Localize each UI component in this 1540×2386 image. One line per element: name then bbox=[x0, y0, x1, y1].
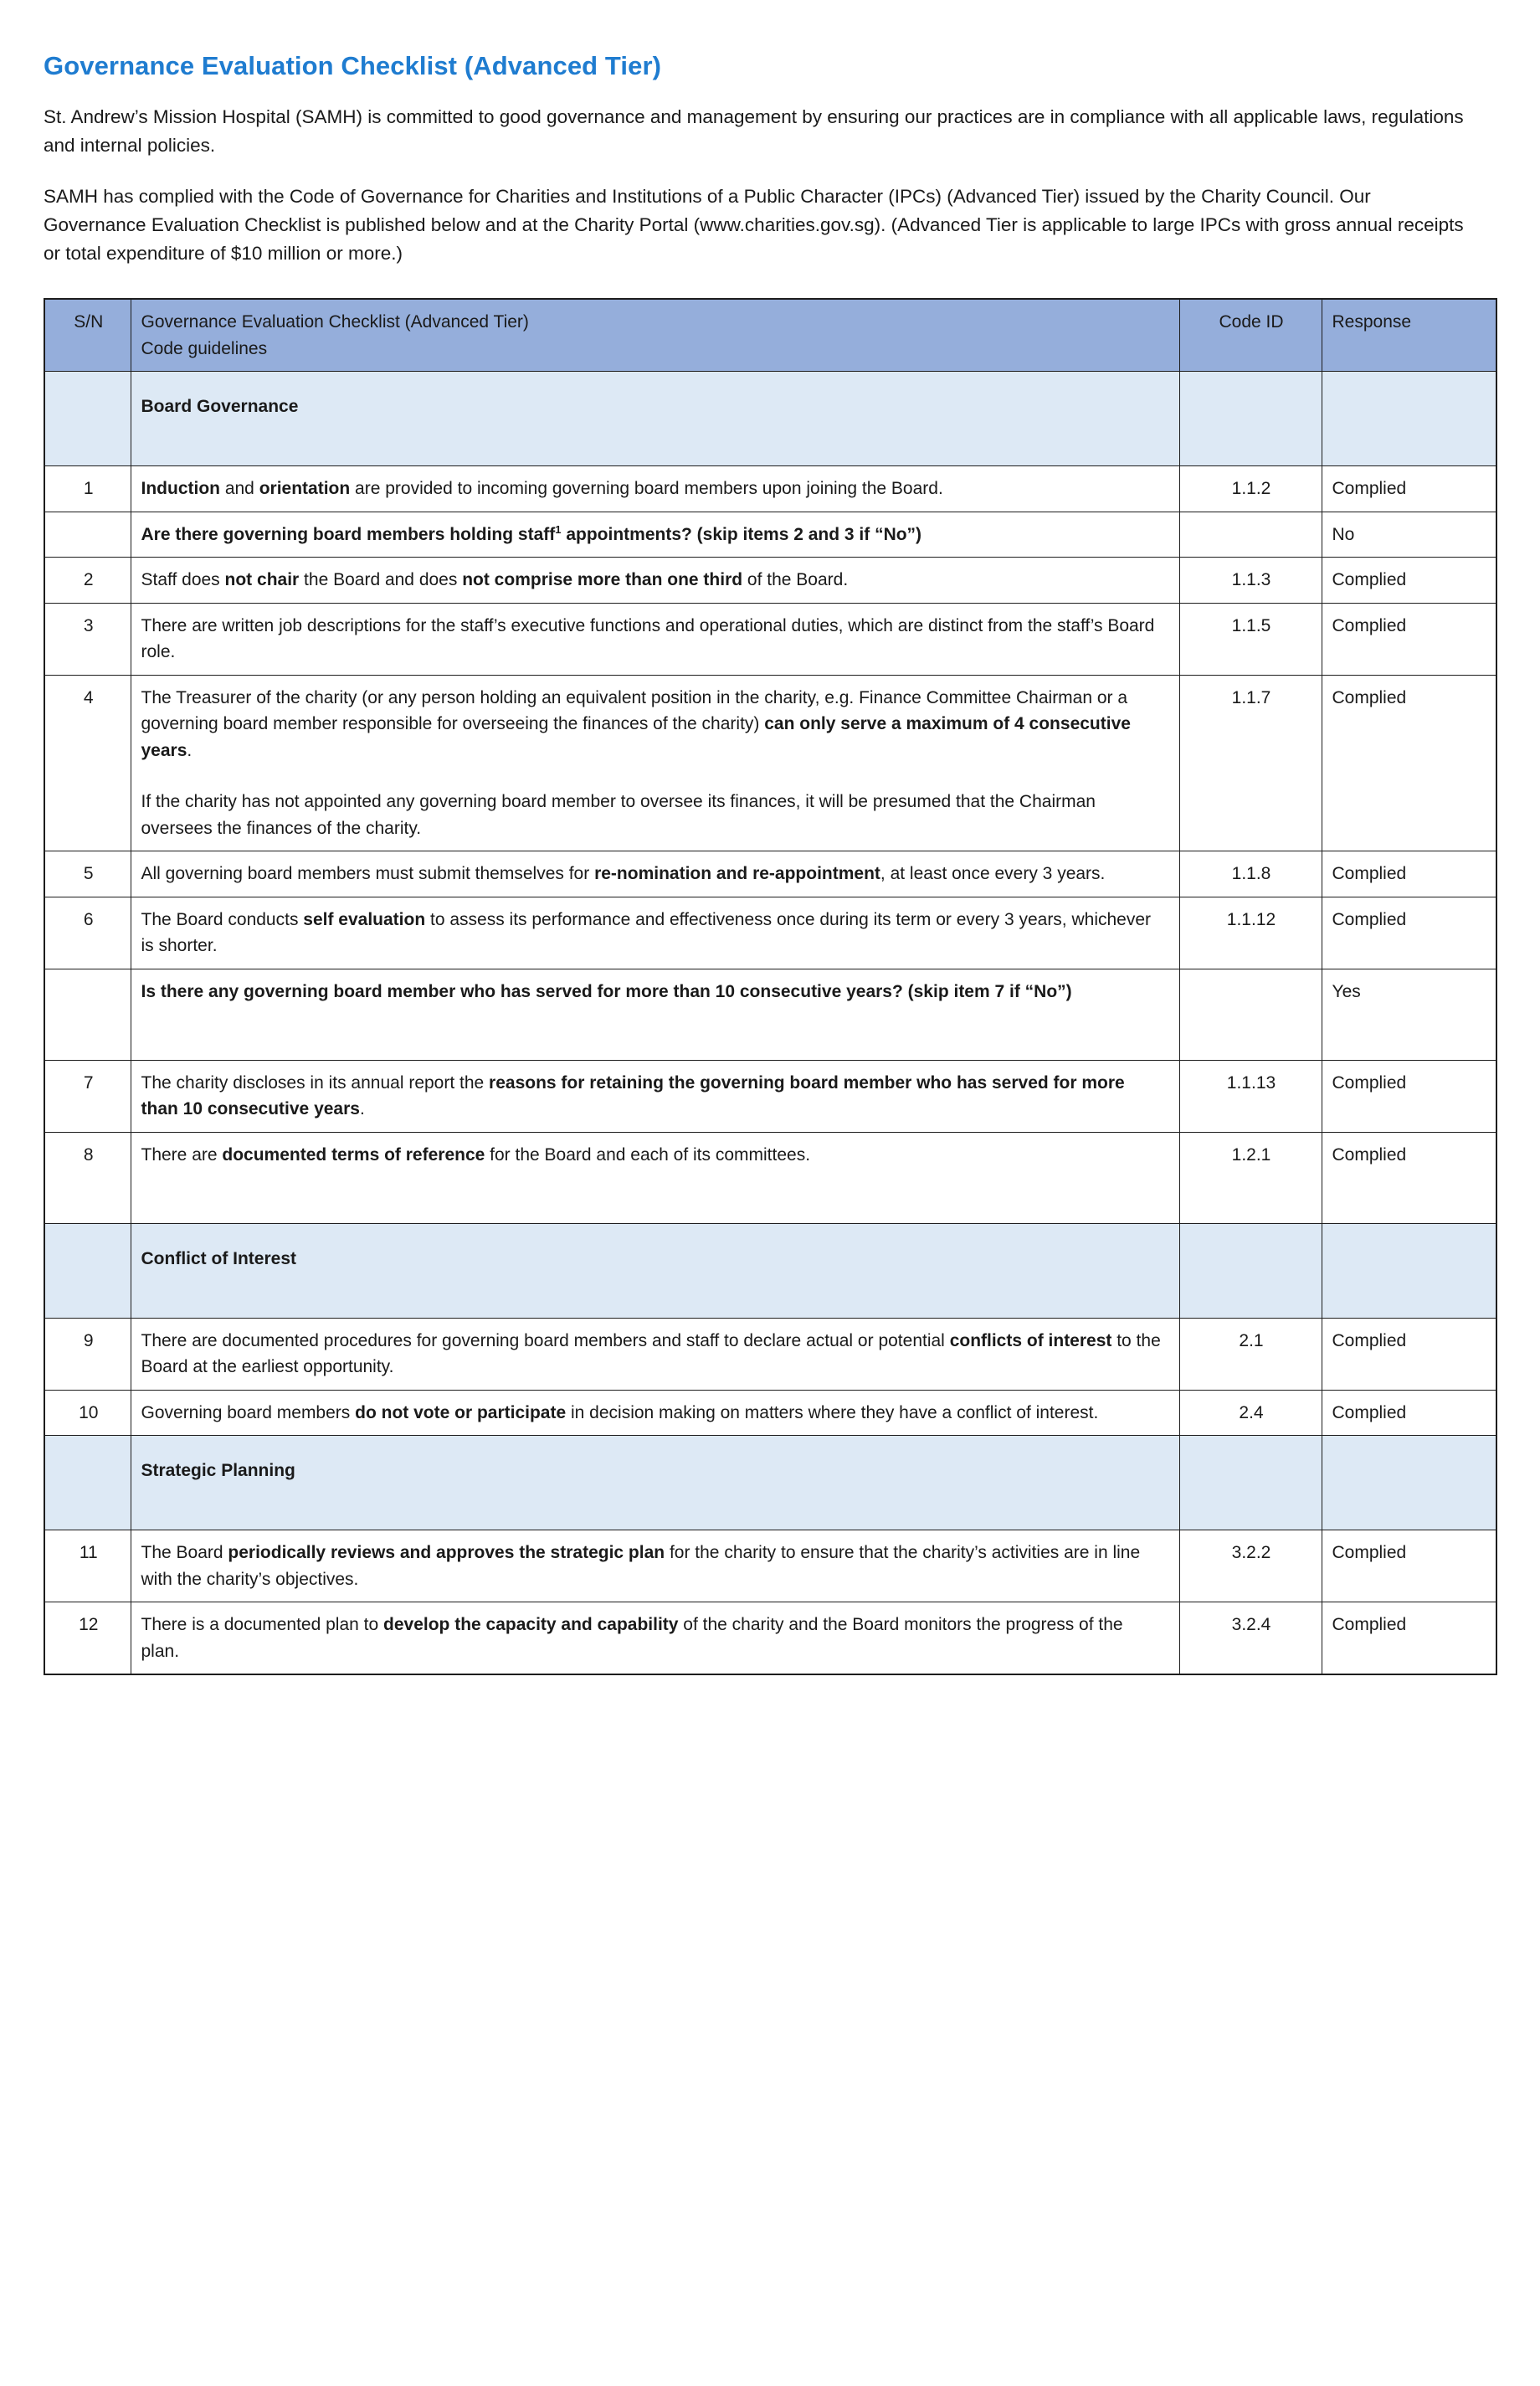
intro-paragraph-1: St. Andrew’s Mission Hospital (SAMH) is committed to good governance and management by ensuring our practices are in compliance with all applicable laws, regulations and internal policies. bbox=[44, 106, 1464, 157]
footnote-marker: 1 bbox=[555, 522, 562, 536]
bold-fragment: documented terms of reference bbox=[222, 1144, 485, 1165]
row-code-id bbox=[1179, 969, 1322, 1060]
row-sn: 7 bbox=[44, 1060, 131, 1132]
row-response: Complied bbox=[1322, 675, 1496, 851]
column-header-checklist bbox=[131, 299, 1179, 372]
table-row bbox=[44, 1318, 1496, 1390]
section-response-blank bbox=[1322, 1436, 1496, 1530]
row-sn: 5 bbox=[44, 851, 131, 897]
text-fragment: . bbox=[187, 740, 192, 760]
row-guideline-text bbox=[131, 675, 1179, 851]
bold-fragment: not comprise more than one third bbox=[462, 570, 743, 590]
intro-block bbox=[44, 103, 1496, 268]
text-fragment: , at least once every 3 years. bbox=[880, 864, 1106, 884]
bold-fragment: self evaluation bbox=[303, 909, 426, 929]
table-row bbox=[44, 603, 1496, 675]
row-code-id: 1.1.7 bbox=[1179, 675, 1322, 851]
row-guideline-text bbox=[131, 1132, 1179, 1223]
row-sn bbox=[44, 512, 131, 558]
text-fragment: to assess its performance and effectiveness once during its term or every 3 years, whichever is shorter. bbox=[141, 909, 1152, 956]
row-guideline-text bbox=[131, 851, 1179, 897]
row-guideline-text bbox=[131, 603, 1179, 675]
row-sn: 3 bbox=[44, 603, 131, 675]
column-header-sn: S/N bbox=[44, 299, 131, 372]
bold-fragment: do not vote or participate bbox=[355, 1402, 567, 1422]
row-guideline-text bbox=[131, 1060, 1179, 1132]
text-fragment: Staff does bbox=[141, 570, 225, 590]
bold-fragment: re-nomination and re-appointment bbox=[594, 864, 880, 884]
section-code-blank bbox=[1179, 1223, 1322, 1318]
text-fragment: There is a documented plan to bbox=[141, 1615, 384, 1635]
bold-fragment: Induction bbox=[141, 479, 220, 499]
row-guideline-text bbox=[131, 1390, 1179, 1436]
text-fragment: The Treasurer of the charity (or any person holding an equivalent position in the charity, e.g. Finance Committee Chairman or a governing board member responsible for overseeing the finances of the charity) bbox=[141, 687, 1128, 734]
bold-fragment: orientation bbox=[259, 479, 351, 499]
table-row bbox=[44, 897, 1496, 969]
intro-paragraph-2: SAMH has complied with the Code of Governance for Charities and Institutions of a Public Character (IPCs) (Advanced Tier) issued by the Charity Council. Our Governance Evaluation Checklist is published below and at the Charity Portal (www.charities.gov.sg). (Advanced Tier is applicable to large IPCs with gross annual receipts or total expenditure of $10 million or more.) bbox=[44, 185, 1464, 264]
text-fragment: . bbox=[359, 1099, 365, 1119]
row-sn: 10 bbox=[44, 1390, 131, 1436]
table-row bbox=[44, 1602, 1496, 1675]
row-code-id: 3.2.4 bbox=[1179, 1602, 1322, 1675]
row-response: Complied bbox=[1322, 558, 1496, 604]
text-fragment: The charity discloses in its annual report the bbox=[141, 1072, 490, 1093]
section-response-blank bbox=[1322, 372, 1496, 466]
bold-fragment: conflicts of interest bbox=[949, 1330, 1112, 1350]
bold-fragment: Are there governing board members holding staff bbox=[141, 524, 556, 544]
row-code-id: 1.1.5 bbox=[1179, 603, 1322, 675]
table-row bbox=[44, 466, 1496, 512]
table-row bbox=[44, 851, 1496, 897]
row-response: Complied bbox=[1322, 603, 1496, 675]
text-fragment: of the charity and the Board monitors the progress of the plan. bbox=[141, 1615, 1123, 1661]
column-header-code-id: Code ID bbox=[1179, 299, 1322, 372]
row-response: Complied bbox=[1322, 466, 1496, 512]
bold-fragment: develop the capacity and capability bbox=[383, 1615, 679, 1635]
section-sn-blank bbox=[44, 1436, 131, 1530]
bold-fragment: Is there any governing board member who has served for more than 10 consecutive years? (skip item 7 if “No”) bbox=[141, 981, 1072, 1001]
row-code-id: 2.1 bbox=[1179, 1318, 1322, 1390]
row-sn: 1 bbox=[44, 466, 131, 512]
text-fragment: to the Board at the earliest opportunity. bbox=[141, 1330, 1161, 1377]
row-sn: 4 bbox=[44, 675, 131, 851]
row-guideline-text bbox=[131, 897, 1179, 969]
row-code-id: 3.2.2 bbox=[1179, 1530, 1322, 1602]
bold-fragment: not chair bbox=[224, 570, 300, 590]
row-code-id: 1.1.12 bbox=[1179, 897, 1322, 969]
section-sn-blank bbox=[44, 1223, 131, 1318]
table-row bbox=[44, 1060, 1496, 1132]
section-code-blank bbox=[1179, 1436, 1322, 1530]
row-response: Complied bbox=[1322, 1602, 1496, 1675]
row-guideline-text bbox=[131, 466, 1179, 512]
row-code-id: 1.1.8 bbox=[1179, 851, 1322, 897]
text-fragment: and bbox=[219, 479, 259, 499]
table-row bbox=[44, 1390, 1496, 1436]
section-row-conflict-of-interest bbox=[44, 1223, 1496, 1318]
text-fragment: The Board conducts bbox=[141, 909, 304, 929]
row-code-id bbox=[1179, 512, 1322, 558]
text-fragment: The Board bbox=[141, 1543, 228, 1563]
text-fragment: Governing board members bbox=[141, 1402, 356, 1422]
row-response: Complied bbox=[1322, 1530, 1496, 1602]
text-fragment: for the Board and each of its committees. bbox=[485, 1144, 811, 1165]
table-row bbox=[44, 675, 1496, 851]
section-response-blank bbox=[1322, 1223, 1496, 1318]
row-response: Complied bbox=[1322, 1060, 1496, 1132]
row-sn bbox=[44, 969, 131, 1060]
section-label-board-governance: Board Governance bbox=[131, 372, 1179, 466]
row-response: Yes bbox=[1322, 969, 1496, 1060]
text-fragment: All governing board members must submit themselves for bbox=[141, 864, 595, 884]
row-response: Complied bbox=[1322, 1318, 1496, 1390]
bold-fragment: reasons for retaining the governing board member who has served for more than 10 consecutive years bbox=[141, 1072, 1125, 1119]
column-header-checklist-line1: Governance Evaluation Checklist (Advanced Tier) bbox=[141, 312, 529, 332]
section-code-blank bbox=[1179, 372, 1322, 466]
row-code-id: 1.2.1 bbox=[1179, 1132, 1322, 1223]
row-response: Complied bbox=[1322, 897, 1496, 969]
section-label-strategic-planning: Strategic Planning bbox=[131, 1436, 1179, 1530]
row-guideline-text bbox=[131, 1602, 1179, 1675]
section-row-strategic-planning bbox=[44, 1436, 1496, 1530]
row-sn: 9 bbox=[44, 1318, 131, 1390]
row-guideline-text bbox=[131, 1530, 1179, 1602]
column-header-checklist-line2: Code guidelines bbox=[141, 338, 268, 358]
row-code-id: 1.1.2 bbox=[1179, 466, 1322, 512]
bold-fragment: periodically reviews and approves the strategic plan bbox=[228, 1543, 665, 1563]
row-sn: 12 bbox=[44, 1602, 131, 1675]
row-sn: 6 bbox=[44, 897, 131, 969]
row-guideline-text bbox=[131, 1318, 1179, 1390]
row-guideline-text bbox=[131, 558, 1179, 604]
table-row bbox=[44, 558, 1496, 604]
row-response: No bbox=[1322, 512, 1496, 558]
row-guideline-text bbox=[131, 969, 1179, 1060]
row-code-id: 1.1.3 bbox=[1179, 558, 1322, 604]
text-fragment: There are bbox=[141, 1144, 223, 1165]
row-code-id: 2.4 bbox=[1179, 1390, 1322, 1436]
row-code-id: 1.1.13 bbox=[1179, 1060, 1322, 1132]
row-response: Complied bbox=[1322, 851, 1496, 897]
section-sn-blank bbox=[44, 372, 131, 466]
column-header-response: Response bbox=[1322, 299, 1496, 372]
table-row bbox=[44, 1132, 1496, 1223]
text-fragment: for the charity to ensure that the charity’s activities are in line with the charity’s objectives. bbox=[141, 1543, 1141, 1589]
table-row-question bbox=[44, 969, 1496, 1060]
bold-fragment: appointments? (skip items 2 and 3 if “No”) bbox=[561, 524, 922, 544]
row-sn: 8 bbox=[44, 1132, 131, 1223]
row-response: Complied bbox=[1322, 1390, 1496, 1436]
text-fragment: of the Board. bbox=[742, 570, 849, 590]
section-label-conflict-of-interest: Conflict of Interest bbox=[131, 1223, 1179, 1318]
text-fragment: There are documented procedures for governing board members and staff to declare actual or potential bbox=[141, 1330, 950, 1350]
text-fragment: in decision making on matters where they have a conflict of interest. bbox=[566, 1402, 1099, 1422]
governance-checklist-table bbox=[44, 298, 1497, 1675]
row-sn: 2 bbox=[44, 558, 131, 604]
section-row-board-governance bbox=[44, 372, 1496, 466]
table-row-question bbox=[44, 512, 1496, 558]
text-fragment: If the charity has not appointed any governing board member to oversee its finances, it will be presumed that the Chairman oversees the finances of the charity. bbox=[141, 792, 1096, 838]
text-fragment: the Board and does bbox=[299, 570, 463, 590]
text-fragment: are provided to incoming governing board members upon joining the Board. bbox=[350, 479, 943, 499]
row-response: Complied bbox=[1322, 1132, 1496, 1223]
bold-fragment: can only serve a maximum of 4 consecutive years bbox=[141, 714, 1131, 760]
page-title: Governance Evaluation Checklist (Advanced Tier) bbox=[44, 51, 662, 80]
table-row bbox=[44, 1530, 1496, 1602]
text-fragment: There are written job descriptions for the staff’s executive functions and operational duties, which are distinct from the staff’s Board role. bbox=[141, 615, 1155, 662]
row-sn: 11 bbox=[44, 1530, 131, 1602]
table-header-row bbox=[44, 299, 1496, 372]
row-guideline-text bbox=[131, 512, 1179, 558]
